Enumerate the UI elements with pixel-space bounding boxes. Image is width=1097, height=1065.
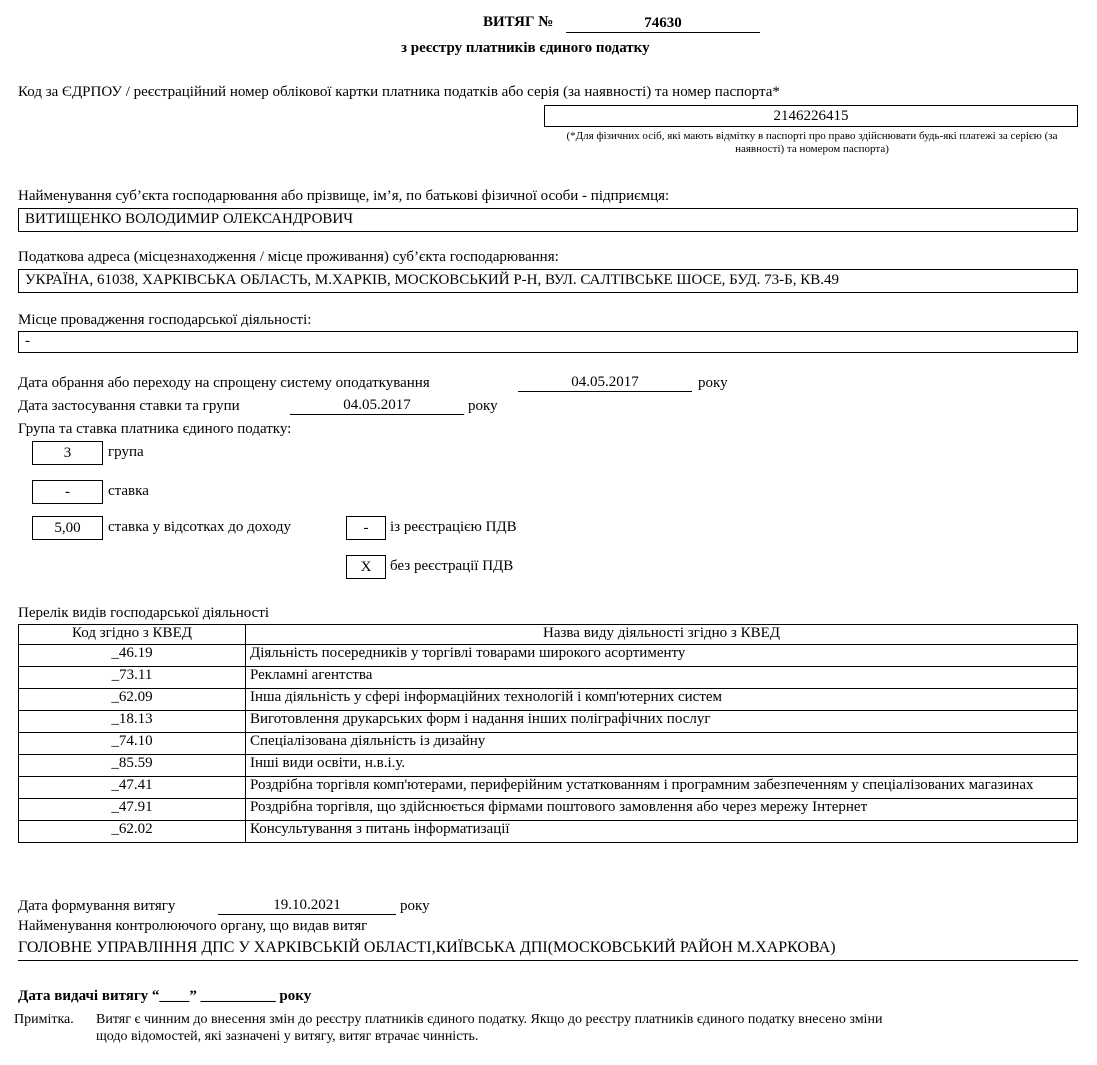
- kved-name: Спеціалізована діяльність із дизайну: [246, 733, 1078, 755]
- vat-reg-label: із реєстрацією ПДВ: [390, 519, 517, 535]
- group-rate-label: Група та ставка платника єдиного податку:: [18, 421, 292, 437]
- taxpayer-id-value: 2146226415: [773, 108, 849, 124]
- table-row: [19, 799, 1078, 821]
- kved-code: _46.19: [19, 645, 246, 667]
- kved-name: Інші види освіти, н.в.і.у.: [246, 755, 1078, 777]
- no-vat-label: без реєстрації ПДВ: [390, 558, 514, 574]
- extract-number: 74630: [566, 14, 760, 33]
- taxpayer-id-note: (*Для фізичних осіб, які мають відмітку в паспорті про право здійснювати будь-які платежі за серією (за наявності) та номером паспорта): [566, 130, 1058, 155]
- simplified-date-label: Дата обрання або переходу на спрощену систему оподаткування: [18, 375, 430, 391]
- kved-code: _74.10: [19, 733, 246, 755]
- no-vat-box: X: [346, 555, 386, 579]
- kved-name: Рекламні агентства: [246, 667, 1078, 689]
- table-row: [19, 777, 1078, 799]
- business-place-value: -: [25, 333, 30, 349]
- kved-name: Діяльність посередників у торгівлі товарами широкого асортименту: [246, 645, 1078, 667]
- tax-address-value: УКРАЇНА, 61038, ХАРКІВСЬКА ОБЛАСТЬ, М.ХАРКІВ, МОСКОВСЬКИЙ Р-Н, ВУЛ. САЛТІВСЬКЕ ШОСЕ, БУД. 73-Б, КВ.49: [25, 272, 839, 288]
- kved-name: Консультування з питань інформатизації: [246, 821, 1078, 843]
- formed-date-value: 19.10.2021: [218, 896, 396, 915]
- authority-label: Найменування контролюючого органу, що видав витяг: [18, 918, 368, 934]
- kved-code: _85.59: [19, 755, 246, 777]
- kved-code: _47.41: [19, 777, 246, 799]
- page-subtitle: з реєстру платників єдиного податку: [401, 40, 650, 56]
- entity-name-value: ВИТИЩЕНКО ВОЛОДИМИР ОЛЕКСАНДРОВИЧ: [25, 211, 354, 227]
- table-row: [19, 755, 1078, 777]
- rate-value-box: -: [32, 480, 103, 504]
- business-place-box: [18, 331, 1078, 353]
- kved-code: _18.13: [19, 711, 246, 733]
- group-value-box: 3: [32, 441, 103, 465]
- kved-name: Виготовлення друкарських форм і надання інших поліграфічних послуг: [246, 711, 1078, 733]
- percent-label: ставка у відсотках до доходу: [108, 519, 291, 535]
- tax-address-label: Податкова адреса (місцезнаходження / місце проживання) суб’єкта господарювання:: [18, 249, 559, 265]
- kved-code: _62.09: [19, 689, 246, 711]
- taxpayer-id-box: [544, 105, 1078, 127]
- kved-code: _47.91: [19, 799, 246, 821]
- rate-date-value: 04.05.2017: [290, 396, 464, 415]
- table-row: [19, 689, 1078, 711]
- entity-name-box: [18, 208, 1078, 232]
- title-prefix: ВИТЯГ №: [483, 14, 554, 30]
- table-row: [19, 821, 1078, 843]
- note-line-2: щодо відомостей, які зазначені у витягу, витяг втрачає чинність.: [96, 1029, 479, 1044]
- kved-name: Роздрібна торгівля комп'ютерами, периферійним устаткованням і програмним забезпеченням у спеціалізованих магазинах: [246, 777, 1078, 799]
- issue-date-text: Дата видачі витягу “____” __________ року: [18, 988, 312, 1004]
- note-line-1: Витяг є чинним до внесення змін до реєстру платників єдиного податку. Якщо до реєстру платників єдиного податку внесено зміни: [96, 1012, 883, 1027]
- entity-name-label: Найменування суб’єкта господарювання або прізвище, ім’я, по батькові фізичної особи - підприємця:: [18, 188, 670, 204]
- vat-reg-box: -: [346, 516, 386, 540]
- formed-date-label: Дата формування витягу: [18, 898, 176, 914]
- col-code-header: Код згідно з КВЕД: [19, 625, 246, 645]
- kved-code: _73.11: [19, 667, 246, 689]
- simplified-date-value: 04.05.2017: [518, 373, 692, 392]
- rate-label: ставка: [108, 483, 149, 499]
- table-row: [19, 645, 1078, 667]
- kved-name: Роздрібна торгівля, що здійснюється фірмами поштового замовлення або через мережу Інтернет: [246, 799, 1078, 821]
- formed-year-word: року: [400, 898, 430, 914]
- table-row: [19, 733, 1078, 755]
- kved-code: _62.02: [19, 821, 246, 843]
- simplified-year-word: року: [698, 375, 728, 391]
- percent-value-box: 5,00: [32, 516, 103, 540]
- business-place-label: Місце провадження господарської діяльності:: [18, 312, 312, 328]
- group-label: група: [108, 444, 144, 460]
- note-label: Примітка.: [14, 1012, 74, 1027]
- tax-address-box: [18, 269, 1078, 293]
- rate-year-word: року: [468, 398, 498, 414]
- col-name-header: Назва виду діяльності згідно з КВЕД: [246, 625, 1078, 645]
- taxpayer-id-label: Код за ЄДРПОУ / реєстраційний номер облікової картки платника податків або серія (за наявності) та номер паспорта*: [18, 84, 780, 100]
- kved-name: Інша діяльність у сфері інформаційних технологій і комп'ютерних систем: [246, 689, 1078, 711]
- rate-date-label: Дата застосування ставки та групи: [18, 398, 240, 414]
- activities-table: [18, 624, 1078, 843]
- authority-value: ГОЛОВНЕ УПРАВЛІННЯ ДПС У ХАРКІВСЬКІЙ ОБЛАСТІ,КИЇВСЬКА ДПІ(МОСКОВСЬКИЙ РАЙОН М.ХАРКОВА): [18, 938, 1078, 961]
- activities-title: Перелік видів господарської діяльності: [18, 605, 270, 621]
- table-row: [19, 711, 1078, 733]
- table-row: [19, 667, 1078, 689]
